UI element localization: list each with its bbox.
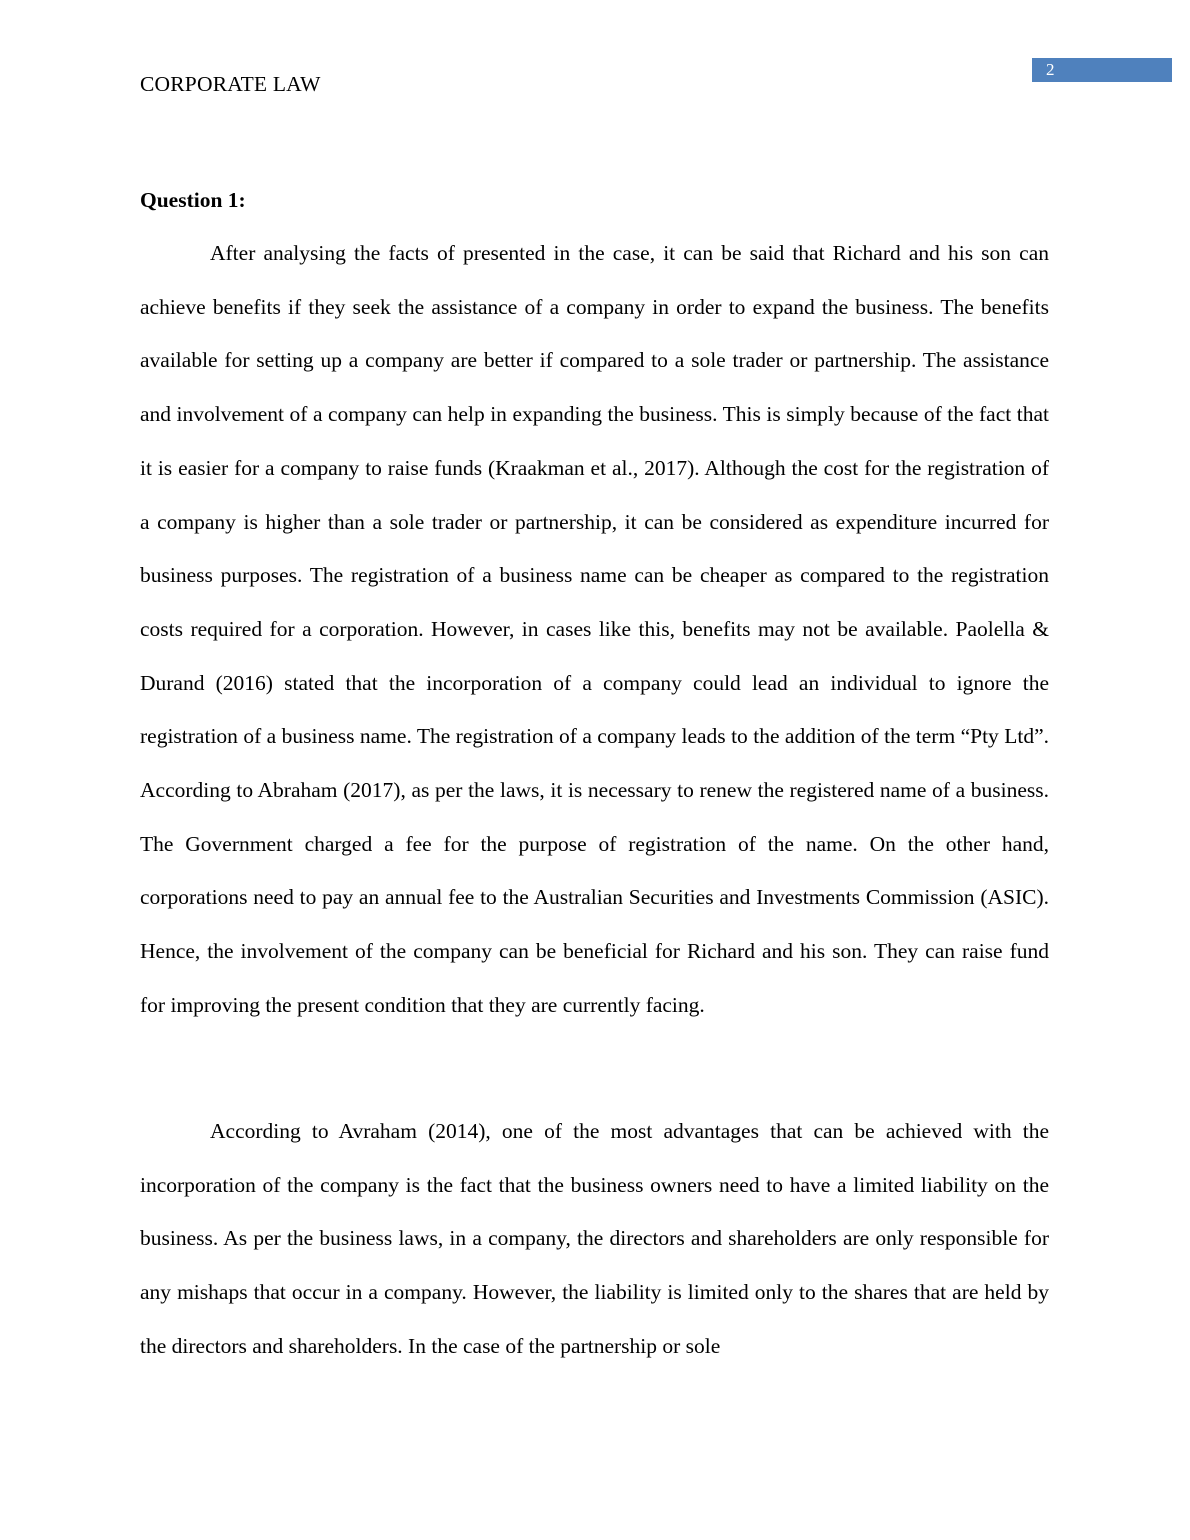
page-number-box bbox=[1032, 58, 1172, 82]
body-paragraph-1: After analysing the facts of presented in the case, it can be said that Richard and his son can achieve benefits if they seek the assistance of a company in order to expand the business. The benefits available for setting up a company are better if compared to a sole trader or partnership. The assistance and involvement of a company can help in expanding the business. This is simply because of the fact that it is easier for a company to raise funds (Kraakman et al., 2017). Although the cost for the registration of a company is higher than a sole trader or partnership, it can be considered as expenditure incurred for business purposes. The registration of a business name can be cheaper as compared to the registration costs required for a corporation. However, in cases like this, benefits may not be available. Paolella & Durand (2016) stated that the incorporation of a company could lead an individual to ignore the registration of a business name. The registration of a company leads to the addition of the term “Pty Ltd”. According to Abraham (2017), as per the laws, it is necessary to renew the registered name of a business. The Government charged a fee for the purpose of registration of the name. On the other hand, corporations need to pay an annual fee to the Australian Securities and Investments Commission (ASIC). Hence, the involvement of the company can be beneficial for Richard and his son. They can raise fund for improving the present condition that they are currently facing. bbox=[140, 241, 1049, 1017]
running-head: CORPORATE LAW bbox=[140, 72, 321, 96]
section-heading: Question 1: bbox=[140, 188, 246, 212]
body-paragraph-2: According to Avraham (2014), one of the most advantages that can be achieved with the incorporation of the company is the fact that the business owners need to have a limited liability on the business. As per the business laws, in a company, the directors and shareholders are only responsible for any mishaps that occur in a company. However, the liability is limited only to the shares that are held by the directors and shareholders. In the case of the partnership or sole bbox=[140, 1119, 1049, 1358]
page-number: 2 bbox=[1046, 60, 1055, 79]
